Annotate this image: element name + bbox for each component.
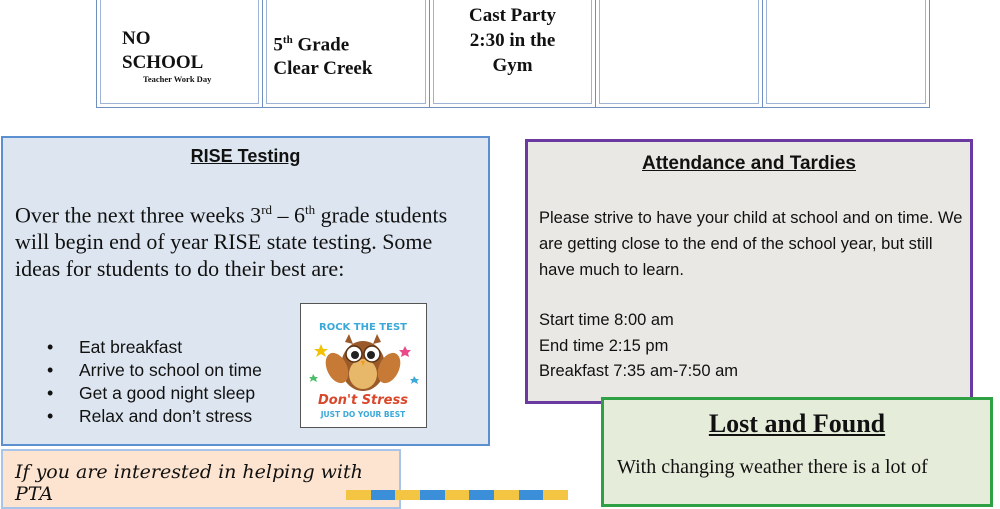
decorative-border-strip: [346, 490, 568, 500]
rise-title: RISE Testing: [190, 146, 301, 166]
svg-text:JUST DO YOUR BEST: JUST DO YOUR BEST: [320, 410, 406, 419]
calendar-row: [96, 0, 930, 108]
attendance-paragraph: Please strive to have your child at school and on time. We are getting close to the end of the school year, but still have much to learn.: [539, 209, 963, 279]
grade-event-text: 5th Grade Clear Creek: [273, 34, 373, 80]
list-item: • Relax and don’t stress: [47, 405, 262, 428]
rock-the-test-owl-image: [300, 303, 427, 428]
calendar-cell-no-school: [97, 0, 263, 107]
list-item: • Eat breakfast: [47, 336, 262, 359]
calendar-cell-empty: [763, 0, 929, 107]
calendar-cell-empty: [596, 0, 762, 107]
calendar-cell-cast-party: [430, 0, 596, 107]
svg-text:Don't Stress: Don't Stress: [318, 393, 408, 408]
cast-party-text: Cast Party 2:30 in the Gym: [468, 5, 557, 76]
no-school-text: NO SCHOOL: [122, 28, 204, 73]
end-time: End time 2:15 pm: [539, 336, 669, 355]
lost-and-found-text: With changing weather there is a lot of: [617, 456, 928, 478]
pta-text: If you are interested in helping with PTA: [15, 461, 363, 505]
pta-box: [1, 449, 401, 509]
rise-testing-box: [1, 136, 490, 446]
list-item: • Get a good night sleep: [47, 382, 262, 405]
lost-and-found-box: [601, 397, 993, 507]
lost-and-found-title: Lost and Found: [708, 409, 886, 438]
rise-tips-list: [47, 336, 262, 428]
svg-text:ROCK THE TEST: ROCK THE TEST: [319, 322, 407, 333]
breakfast-time: Breakfast 7:35 am-7:50 am: [539, 362, 739, 380]
calendar-cell-grade: [263, 0, 429, 107]
start-time: Start time 8:00 am: [539, 311, 674, 329]
list-item: • Arrive to school on time: [47, 359, 262, 382]
attendance-box: [525, 139, 973, 404]
school-times: [539, 308, 738, 385]
attendance-title: Attendance and Tardies: [642, 153, 856, 174]
rise-intro: Over the next three weeks 3rd – 6th grade students will begin end of year RISE state testing. Some ideas for students to do their best are:: [15, 202, 448, 282]
teacher-work-day-text: Teacher Work Day: [143, 74, 212, 84]
